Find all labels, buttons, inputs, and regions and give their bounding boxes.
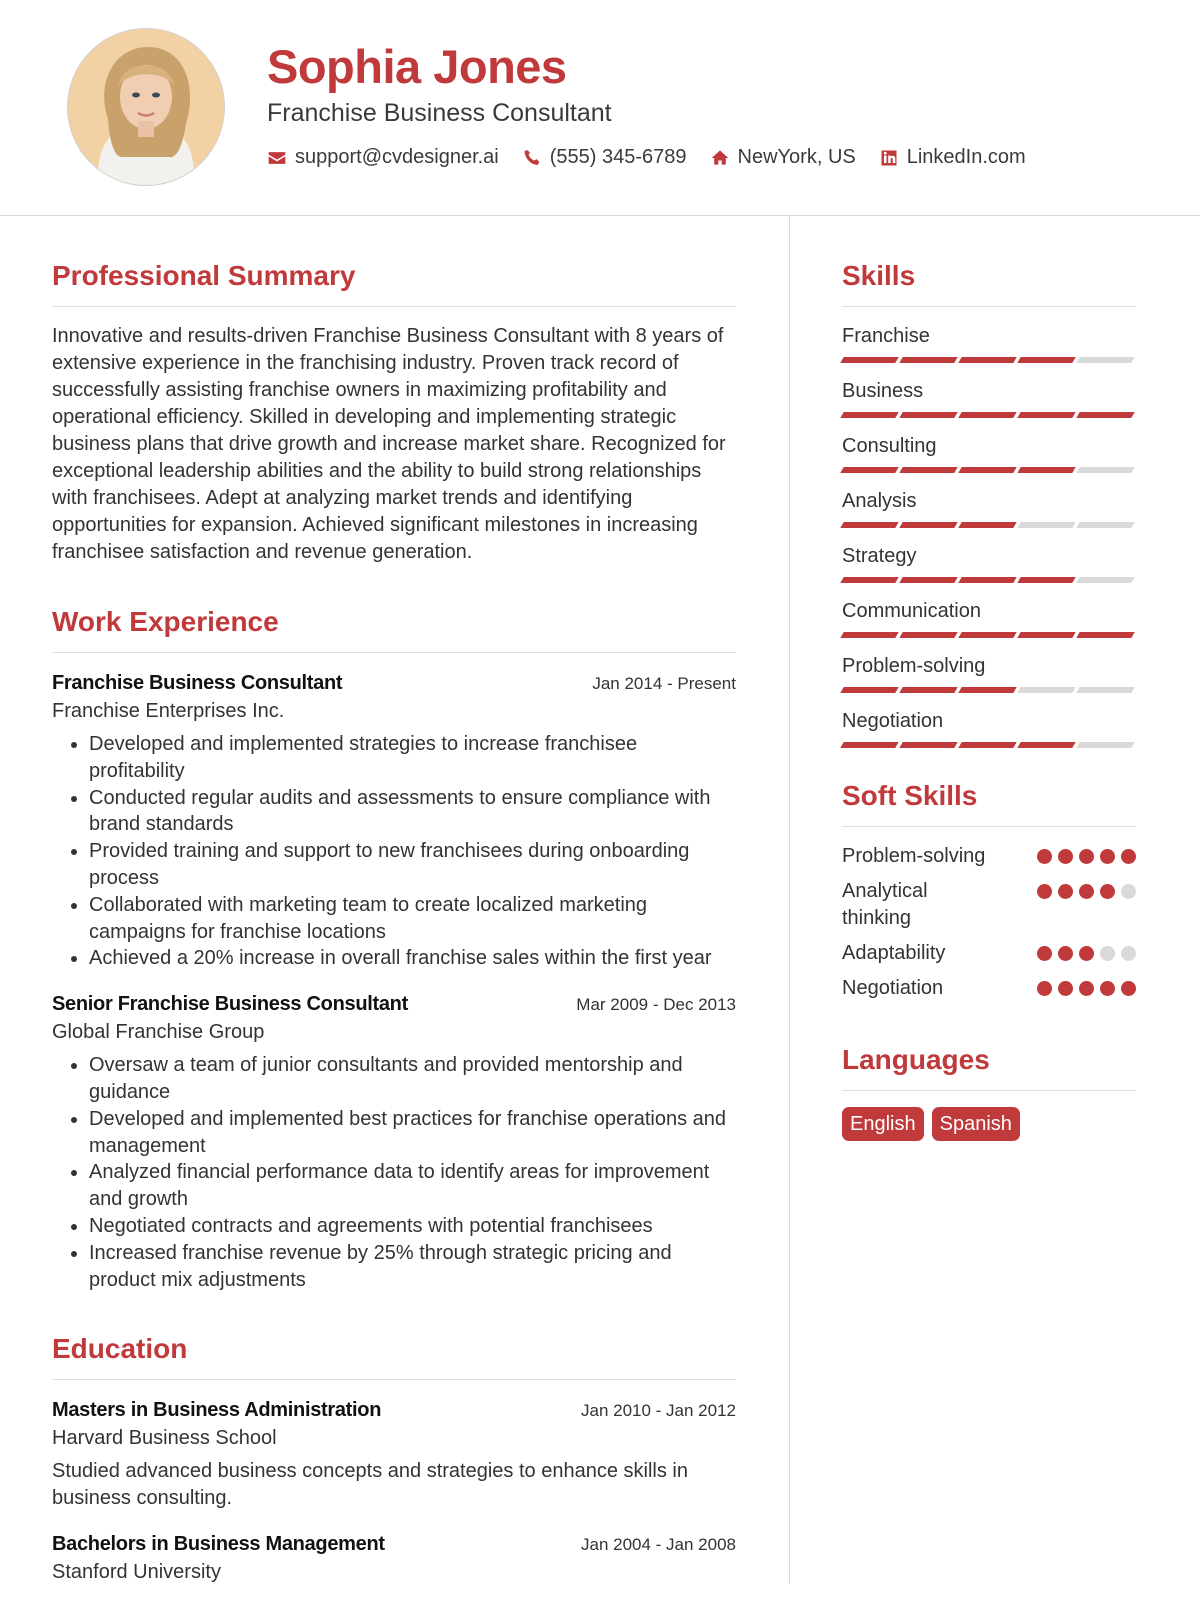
rating-dot — [1121, 884, 1136, 899]
job-title: Senior Franchise Business Consultant — [52, 993, 408, 1016]
job-entry — [52, 669, 736, 972]
rating-dot — [1079, 981, 1094, 996]
education-description: Studied advanced business concepts and strategies to enhance skills in business consulting. — [52, 1460, 688, 1510]
contact-email[interactable] — [267, 146, 499, 169]
rating-dot — [1100, 884, 1115, 899]
job-date: Jan 2014 - Present — [592, 674, 736, 693]
contact-phone-text: (555) 345-6789 — [549, 146, 687, 168]
skill-level-segment — [840, 742, 898, 748]
skill-level-segment — [1017, 357, 1075, 363]
summary-text: Innovative and results-driven Franchise Business Consultant with 8 years of extensive experience in the franchising industry. Proven track record of successfully assisting franchise owners in maximizing profitability and operational efficiency. Skilled in developing and implementing strategic business plans that drive growth and increase market share. Recognized for exceptional leadership abilities and the ability to build strong relationships with franchisees. Adept at analyzing market trends and identifying opportunities for expansion. Achieved significant milestones in increasing franchisee satisfaction and revenue generation. — [52, 325, 726, 563]
job-bullet: • Provided training and support to new franchisees during onboarding process — [89, 838, 736, 892]
job-bullet: • Developed and implemented strategies to increase franchisee profitability — [89, 731, 736, 785]
job-company: Franchise Enterprises Inc. — [52, 700, 285, 722]
linkedin-icon — [879, 148, 899, 168]
rating-dot — [1121, 981, 1136, 996]
profile-photo — [67, 28, 225, 186]
contact-list — [267, 146, 1049, 169]
soft-skills-heading: Soft Skills — [842, 778, 1136, 827]
rating-dot — [1100, 946, 1115, 961]
rating-dot — [1058, 849, 1073, 864]
experience-heading: Work Experience — [52, 604, 736, 653]
education-entry — [52, 1396, 736, 1512]
skill-level-bar — [842, 632, 1136, 638]
skill-item — [842, 598, 1136, 638]
skill-name: Negotiation — [842, 710, 944, 732]
skill-item — [842, 378, 1136, 418]
school-name: Stanford University — [52, 1561, 221, 1584]
skill-level-segment — [958, 467, 1016, 473]
skill-name: Consulting — [842, 435, 937, 457]
rating-dot — [1058, 884, 1073, 899]
skill-level-segment — [1017, 577, 1075, 583]
job-bullet: • Oversaw a team of junior consultants and provided mentorship and guidance — [89, 1052, 736, 1106]
rating-dot — [1079, 849, 1094, 864]
skill-level-bar — [842, 467, 1136, 473]
skills-heading: Skills — [842, 258, 1136, 307]
contact-location — [710, 146, 856, 169]
skill-name: Analysis — [842, 490, 917, 512]
rating-dot — [1037, 884, 1052, 899]
skill-level-segment — [840, 632, 898, 638]
skills-section — [842, 258, 1136, 748]
language-list — [842, 1107, 1136, 1141]
degree-title: Masters in Business Administration — [52, 1399, 382, 1422]
job-bullet: • Collaborated with marketing team to create localized marketing campaigns for franchise locations — [89, 892, 736, 946]
skill-level-segment — [958, 742, 1016, 748]
skill-level-segment — [899, 522, 957, 528]
skill-level-segment — [1076, 467, 1134, 473]
skill-item — [842, 488, 1136, 528]
skill-item — [842, 653, 1136, 693]
skill-item — [842, 543, 1136, 583]
rating-dot — [1121, 946, 1136, 961]
envelope-icon — [267, 148, 287, 168]
education-section — [52, 1331, 736, 1586]
skill-level-segment — [899, 412, 957, 418]
soft-skill-rating — [1037, 940, 1136, 961]
degree-title: Bachelors in Business Management — [52, 1533, 385, 1556]
job-bullet: • Developed and implemented best practices for franchise operations and management — [89, 1106, 736, 1160]
job-date: Mar 2009 - Dec 2013 — [576, 995, 736, 1015]
skill-level-segment — [958, 412, 1016, 418]
skill-name: Business — [842, 380, 924, 402]
phone-icon — [522, 148, 542, 168]
rating-dot — [1100, 981, 1115, 996]
job-company: Global Franchise Group — [52, 1021, 265, 1044]
resume-header — [0, 0, 1200, 216]
skill-level-segment — [1017, 412, 1075, 418]
skill-name: Communication — [842, 600, 981, 622]
home-icon — [710, 148, 730, 168]
soft-skill-item — [842, 843, 1136, 870]
skill-level-segment — [1017, 632, 1075, 638]
skill-name: Problem-solving — [842, 655, 986, 677]
main-column — [52, 258, 736, 1604]
skill-level-segment — [958, 632, 1016, 638]
skill-level-segment — [958, 577, 1016, 583]
job-bullets — [52, 731, 736, 972]
contact-linkedin-text: LinkedIn.com — [906, 146, 1026, 168]
job-title: Franchise Business Consultant — [52, 672, 343, 694]
soft-skill-name: Analytical thinking — [842, 880, 928, 929]
education-heading: Education — [52, 1331, 736, 1380]
contact-linkedin[interactable] — [879, 146, 1026, 169]
rating-dot — [1037, 981, 1052, 996]
rating-dot — [1079, 884, 1094, 899]
skill-level-segment — [1017, 742, 1075, 748]
job-bullets — [52, 1052, 736, 1293]
school-name: Harvard Business School — [52, 1427, 277, 1450]
rating-dot — [1079, 946, 1094, 961]
skill-name: Franchise — [842, 325, 930, 347]
skill-level-bar — [842, 687, 1136, 693]
job-bullet: • Analyzed financial performance data to identify areas for improvement and growth — [89, 1159, 736, 1213]
skill-level-segment — [899, 632, 957, 638]
contact-phone[interactable] — [522, 146, 687, 169]
skill-level-segment — [840, 577, 898, 583]
skill-level-segment — [899, 687, 957, 693]
column-divider — [789, 215, 790, 1584]
rating-dot — [1121, 849, 1136, 864]
soft-skill-item — [842, 940, 1136, 967]
skill-level-segment — [840, 467, 898, 473]
job-entry — [52, 990, 736, 1293]
soft-skill-item — [842, 975, 1136, 1002]
candidate-name: Sophia Jones — [267, 40, 567, 93]
soft-skill-name: Adaptability — [842, 942, 946, 964]
soft-skills-list — [842, 843, 1136, 1002]
skill-level-segment — [1076, 577, 1134, 583]
candidate-title: Franchise Business Consultant — [267, 99, 612, 127]
rating-dot — [1058, 981, 1073, 996]
summary-section — [52, 258, 736, 566]
job-bullet: • Conducted regular audits and assessments to ensure compliance with brand standards — [89, 785, 736, 839]
job-bullet: • Increased franchise revenue by 25% through strategic pricing and product mix adjustments — [89, 1240, 736, 1294]
language-badge: English — [842, 1107, 924, 1141]
education-date: Jan 2004 - Jan 2008 — [580, 1535, 736, 1555]
education-date: Jan 2010 - Jan 2012 — [580, 1401, 736, 1421]
rating-dot — [1037, 946, 1052, 961]
soft-skill-item — [842, 878, 1136, 932]
skill-level-segment — [1076, 357, 1134, 363]
skill-level-bar — [842, 357, 1136, 363]
soft-skills-section — [842, 778, 1136, 1002]
language-badge: Spanish — [932, 1107, 1020, 1141]
rating-dot — [1058, 946, 1073, 961]
skill-level-segment — [1076, 687, 1134, 693]
soft-skill-name: Problem-solving — [842, 845, 986, 867]
skill-level-bar — [842, 522, 1136, 528]
soft-skill-rating — [1037, 843, 1136, 864]
skill-level-segment — [958, 522, 1016, 528]
skill-level-segment — [899, 742, 957, 748]
skill-level-segment — [1076, 412, 1134, 418]
skill-level-segment — [958, 357, 1016, 363]
summary-heading: Professional Summary — [52, 258, 736, 307]
skill-item — [842, 433, 1136, 473]
skill-level-segment — [958, 687, 1016, 693]
skill-level-segment — [1076, 522, 1134, 528]
languages-heading: Languages — [842, 1042, 1136, 1091]
skill-level-segment — [899, 357, 957, 363]
skills-list — [842, 323, 1136, 748]
skill-level-bar — [842, 412, 1136, 418]
soft-skill-rating — [1037, 975, 1136, 996]
languages-section — [842, 1042, 1136, 1141]
contact-location-text: NewYork, US — [737, 146, 856, 168]
soft-skill-name: Negotiation — [842, 977, 944, 999]
skill-item — [842, 323, 1136, 363]
skill-level-segment — [1017, 467, 1075, 473]
rating-dot — [1037, 849, 1052, 864]
job-bullet: • Negotiated contracts and agreements with potential franchisees — [89, 1213, 736, 1240]
skill-level-segment — [840, 412, 898, 418]
skill-level-bar — [842, 742, 1136, 748]
skill-level-segment — [1017, 522, 1075, 528]
sidebar-column — [842, 258, 1136, 1141]
education-entry — [52, 1530, 736, 1586]
job-bullet: • Achieved a 20% increase in overall franchise sales within the first year — [89, 945, 736, 972]
skill-level-segment — [840, 522, 898, 528]
skill-item — [842, 708, 1136, 748]
skill-level-segment — [1017, 687, 1075, 693]
experience-section — [52, 604, 736, 1293]
rating-dot — [1100, 849, 1115, 864]
skill-level-segment — [1076, 742, 1134, 748]
soft-skill-rating — [1037, 878, 1136, 899]
skill-level-segment — [899, 467, 957, 473]
skill-level-segment — [899, 577, 957, 583]
skill-level-segment — [1076, 632, 1134, 638]
skill-level-segment — [840, 687, 898, 693]
skill-level-segment — [840, 357, 898, 363]
skill-level-bar — [842, 577, 1136, 583]
contact-email-text: support@cvdesigner.ai — [295, 146, 499, 168]
skill-name: Strategy — [842, 545, 917, 567]
